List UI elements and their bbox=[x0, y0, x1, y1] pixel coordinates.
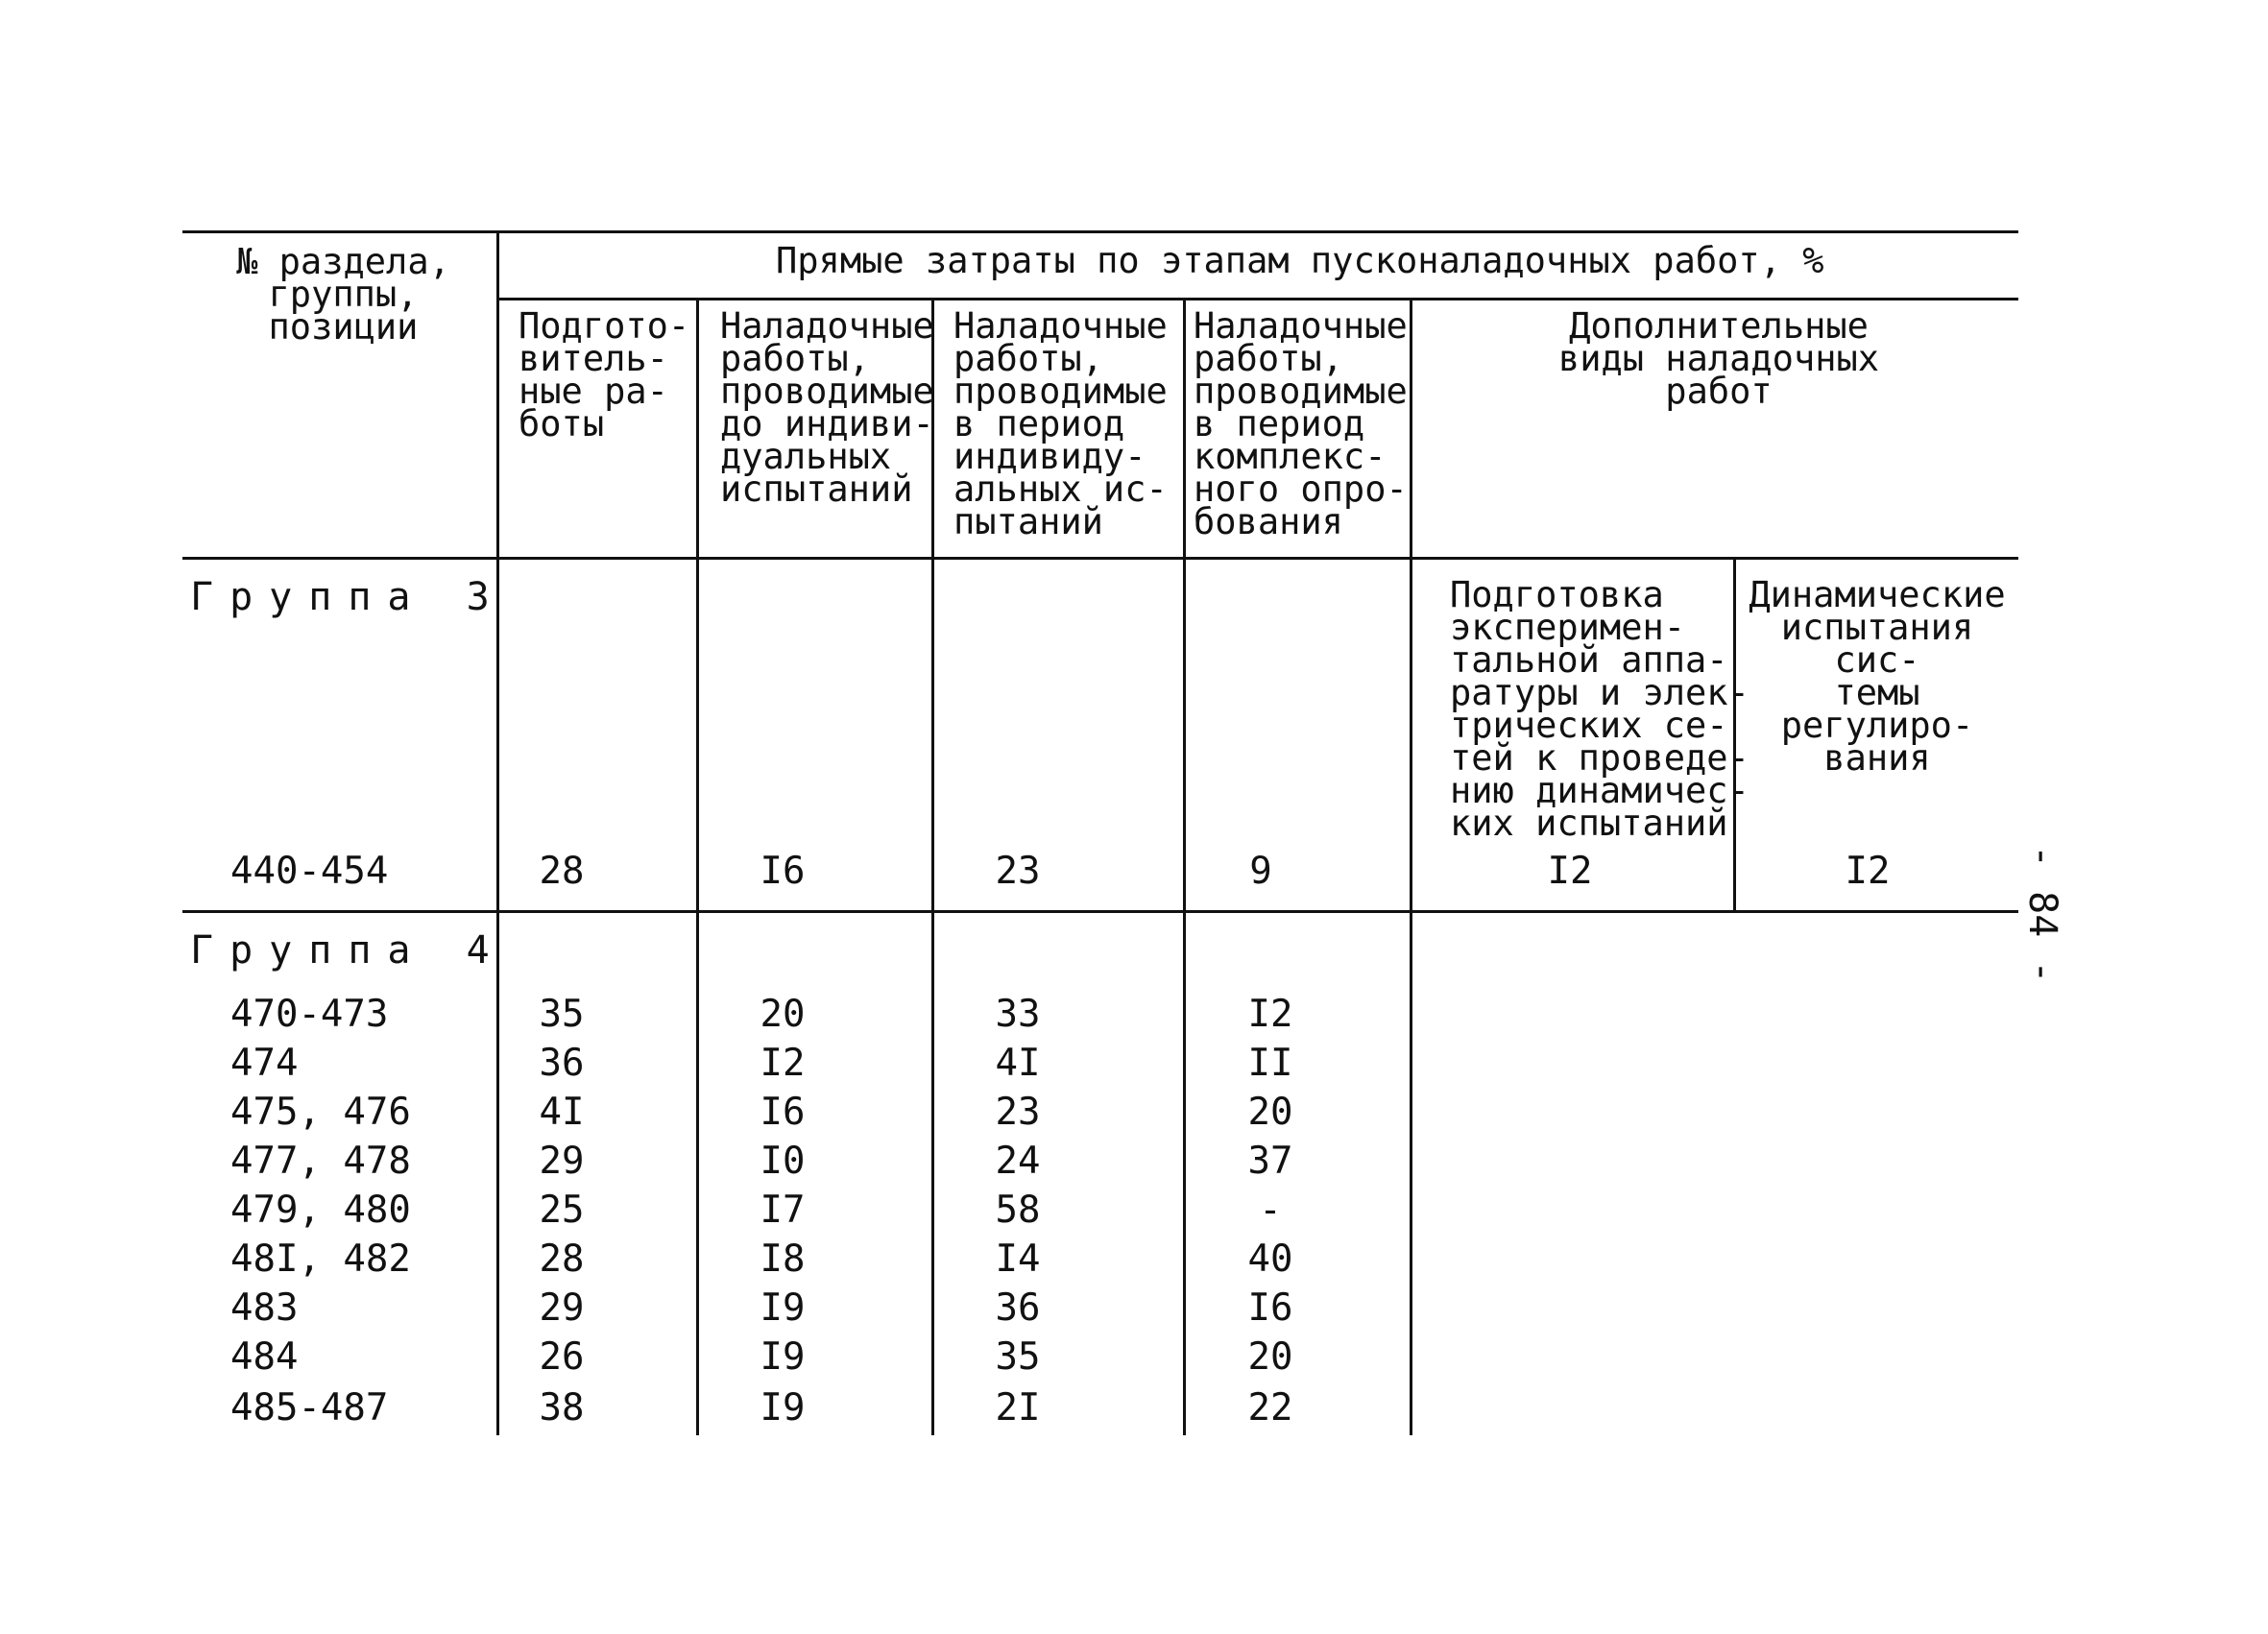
col-divider-3 bbox=[1183, 298, 1186, 1435]
row-c1: 38 bbox=[539, 1386, 585, 1430]
row-c5: I2 bbox=[1547, 850, 1593, 893]
row-c3: 58 bbox=[995, 1189, 1041, 1232]
row-c2: I9 bbox=[760, 1335, 806, 1379]
row-c2: I6 bbox=[760, 1091, 806, 1134]
row-position: 485-487 bbox=[230, 1386, 389, 1430]
col-divider-4 bbox=[1410, 298, 1412, 1435]
header-c2: Наладочные работы, проводимые до индиви- дуальных испытаний bbox=[720, 305, 934, 510]
row-c3: 23 bbox=[995, 1091, 1041, 1134]
header-c3: Наладочные работы, проводимые в период индивиду- альных ис- пытаний bbox=[953, 305, 1168, 542]
row-c1: 28 bbox=[539, 850, 585, 893]
row-c1: 4I bbox=[539, 1091, 585, 1134]
row-c3: 33 bbox=[995, 993, 1041, 1036]
row-position: 479, 480 bbox=[230, 1189, 411, 1232]
row-c2: I7 bbox=[760, 1189, 806, 1232]
row-c4: 22 bbox=[1247, 1386, 1293, 1430]
row-c4: 37 bbox=[1247, 1140, 1293, 1183]
header-c5: Дополнительные виды наладочных работ bbox=[1557, 305, 1880, 412]
row-position: 48I, 482 bbox=[230, 1238, 411, 1281]
row-c2: I9 bbox=[760, 1386, 806, 1430]
row-position: 484 bbox=[230, 1335, 299, 1379]
col-divider-1 bbox=[696, 298, 699, 1435]
row-position: 474 bbox=[230, 1042, 299, 1085]
row-c1: 29 bbox=[539, 1286, 585, 1330]
page-number: - 84 - bbox=[2020, 845, 2064, 984]
row-c3: 36 bbox=[995, 1286, 1041, 1330]
row-c1: 25 bbox=[539, 1189, 585, 1232]
row-c4: 20 bbox=[1247, 1335, 1293, 1379]
group3-subheader-1: Подготовка эксперимен- тальной аппа- ратуры и элек- трических се- тей к проведе- нию динамичес- ких испытаний bbox=[1450, 574, 1749, 844]
row-position: 477, 478 bbox=[230, 1140, 411, 1183]
header-c4: Наладочные работы, проводимые в период комплекс- ного опро- бования bbox=[1194, 305, 1408, 542]
row-c6: I2 bbox=[1845, 850, 1891, 893]
row-c4: I2 bbox=[1247, 993, 1293, 1036]
row-c3: I4 bbox=[995, 1238, 1041, 1281]
group3-subheader-2: Динамические испытания сис- темы регулиро- вания bbox=[1749, 574, 2006, 779]
row-c3: 35 bbox=[995, 1335, 1041, 1379]
row-c4: 20 bbox=[1247, 1091, 1293, 1134]
header-c1: Подгото- витель- ные ра- боты bbox=[519, 305, 690, 445]
header-col0: № раздела, группы, позиции bbox=[236, 241, 450, 348]
group4-title: Группа 4 bbox=[190, 928, 506, 973]
row-c4: II bbox=[1247, 1042, 1293, 1085]
row-c4: 9 bbox=[1249, 850, 1272, 893]
header-split-rule bbox=[496, 298, 2018, 300]
row-c2: I6 bbox=[760, 850, 806, 893]
row-c3: 4I bbox=[995, 1042, 1041, 1085]
row-c2: I8 bbox=[760, 1238, 806, 1281]
table-top-rule bbox=[182, 230, 2018, 233]
row-c4: I6 bbox=[1247, 1286, 1293, 1330]
header-main: Прямые затраты по этапам пусконаладочных работ, % bbox=[776, 240, 1824, 281]
row-c3: 2I bbox=[995, 1386, 1041, 1430]
header-bottom-rule bbox=[182, 557, 2018, 560]
row-c3: 24 bbox=[995, 1140, 1041, 1183]
group3-bottom-rule bbox=[182, 910, 2018, 913]
row-position: 440-454 bbox=[230, 850, 389, 893]
row-c3: 23 bbox=[995, 850, 1041, 893]
row-position: 470-473 bbox=[230, 993, 389, 1036]
row-c4: - bbox=[1259, 1189, 1282, 1232]
row-c1: 35 bbox=[539, 993, 585, 1036]
row-c4: 40 bbox=[1247, 1238, 1293, 1281]
row-position: 483 bbox=[230, 1286, 299, 1330]
row-c1: 29 bbox=[539, 1140, 585, 1183]
row-c2: I2 bbox=[760, 1042, 806, 1085]
row-c1: 28 bbox=[539, 1238, 585, 1281]
row-position: 475, 476 bbox=[230, 1091, 411, 1134]
group3-title: Группа 3 bbox=[190, 575, 506, 619]
row-c2: I9 bbox=[760, 1286, 806, 1330]
row-c1: 26 bbox=[539, 1335, 585, 1379]
row-c1: 36 bbox=[539, 1042, 585, 1085]
row-c2: I0 bbox=[760, 1140, 806, 1183]
row-c2: 20 bbox=[760, 993, 806, 1036]
